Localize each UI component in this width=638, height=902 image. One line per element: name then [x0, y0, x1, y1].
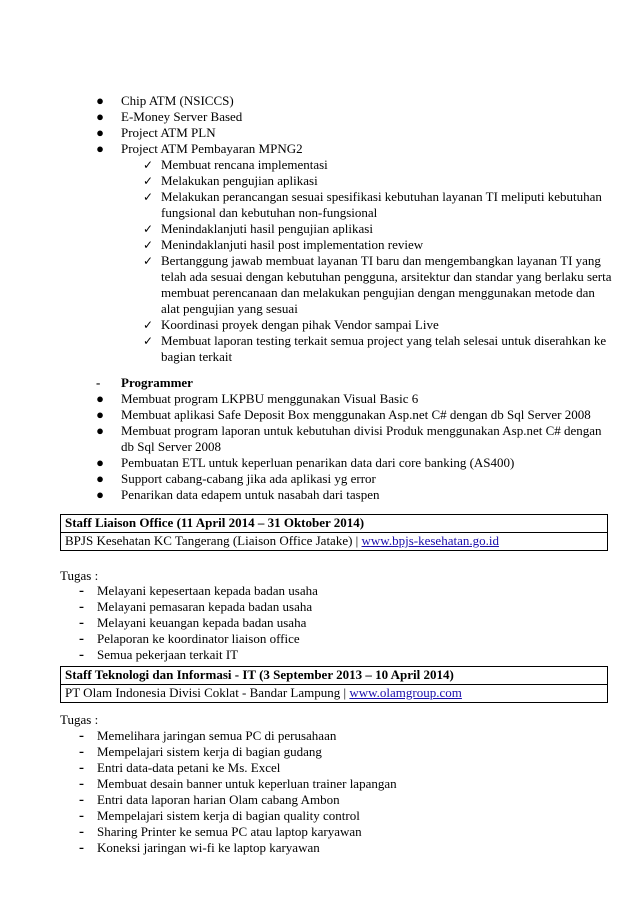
programmer-item: Membuat program LKPBU menggunakan Visual Basic 6 — [121, 391, 419, 406]
task-item-continued: bagian terkait — [161, 349, 233, 364]
task-item: Bertanggung jawab membuat layanan TI baru dan mengembangkan layanan TI yang — [161, 253, 601, 268]
task-item: Pelaporan ke koordinator liaison office — [97, 631, 300, 646]
task-item: Mempelajari sistem kerja di bagian quality control — [97, 808, 360, 823]
bullet-icon: ● — [96, 471, 104, 486]
job-header-liaison — [60, 514, 608, 551]
project-item: Project ATM PLN — [121, 125, 216, 140]
checkmark-icon: ✓ — [143, 238, 154, 252]
dash-icon: - — [79, 744, 84, 760]
task-item: Koneksi jaringan wi-fi ke laptop karyawan — [97, 840, 320, 855]
bullet-icon: ● — [96, 423, 104, 438]
company-name: PT Olam Indonesia Divisi Coklat - Bandar Lampung | — [65, 685, 350, 700]
task-item-continued: fungsional dan kebutuhan non-fungsional — [161, 205, 378, 220]
task-item: Menindaklanjuti hasil pengujian aplikasi — [161, 221, 373, 236]
company-name: BPJS Kesehatan KC Tangerang (Liaison Office Jatake) | — [65, 533, 362, 548]
job-title: Staff Liaison Office (11 April 2014 – 31 Oktober 2014) — [61, 515, 607, 533]
programmer-item: Penarikan data edapem untuk nasabah dari taspen — [121, 487, 380, 502]
bullet-icon: ● — [96, 141, 104, 156]
task-item-continued: membuat perencanaan dan melakukan pengujian dengan menggunakan metode dan — [161, 285, 595, 300]
dash-icon: - — [79, 840, 84, 856]
task-item: Entri data-data petani ke Ms. Excel — [97, 760, 281, 775]
task-item: Entri data laporan harian Olam cabang Ambon — [97, 792, 340, 807]
company-link[interactable]: www.bpjs-kesehatan.go.id — [361, 533, 499, 548]
task-item: Melakukan perancangan sesuai spesifikasi kebutuhan layanan TI meliputi kebutuhan — [161, 189, 602, 204]
dash-icon: - — [79, 615, 84, 631]
job-company — [61, 685, 607, 702]
bullet-icon: ● — [96, 391, 104, 406]
project-item: Project ATM Pembayaran MPNG2 — [121, 141, 303, 156]
job-title: Staff Teknologi dan Informasi - IT (3 September 2013 – 10 April 2014) — [61, 667, 607, 685]
bullet-icon: ● — [96, 487, 104, 502]
job-header-olam — [60, 666, 608, 703]
programmer-item: Pembuatan ETL untuk keperluan penarikan data dari core banking (AS400) — [121, 455, 515, 470]
project-item: E-Money Server Based — [121, 109, 243, 124]
checkmark-icon: ✓ — [143, 254, 154, 268]
job-company — [61, 533, 607, 550]
tugas-label: Tugas : — [60, 568, 99, 583]
task-item-continued: alat pengujian yang sesuai — [161, 301, 298, 316]
task-item: Melayani kepesertaan kepada badan usaha — [97, 583, 318, 598]
programmer-dash: - — [96, 375, 101, 390]
bullet-icon: ● — [96, 109, 104, 124]
bullet-icon: ● — [96, 125, 104, 140]
task-item: Sharing Printer ke semua PC atau laptop karyawan — [97, 824, 362, 839]
company-link[interactable]: www.olamgroup.com — [349, 685, 462, 700]
dash-icon: - — [79, 824, 84, 840]
task-item: Membuat desain banner untuk keperluan trainer lapangan — [97, 776, 397, 791]
checkmark-icon: ✓ — [143, 158, 154, 172]
programmer-item: Membuat aplikasi Safe Deposit Box menggunakan Asp.net C# dengan db Sql Server 2008 — [121, 407, 591, 422]
programmer-item-continued: db Sql Server 2008 — [121, 439, 222, 454]
dash-icon: - — [79, 728, 84, 744]
dash-icon: - — [79, 808, 84, 824]
checkmark-icon: ✓ — [143, 190, 154, 204]
project-item: Chip ATM (NSICCS) — [121, 93, 234, 108]
tugas-label: Tugas : — [60, 712, 99, 727]
task-item: Menindaklanjuti hasil post implementation review — [161, 237, 424, 252]
programmer-heading: Programmer — [121, 375, 193, 390]
task-item: Mempelajari sistem kerja di bagian gudang — [97, 744, 322, 759]
bullet-icon: ● — [96, 93, 104, 108]
dash-icon: - — [79, 647, 84, 663]
task-item: Membuat laporan testing terkait semua project yang telah selesai untuk diserahkan ke — [161, 333, 607, 348]
dash-icon: - — [79, 599, 84, 615]
checkmark-icon: ✓ — [143, 334, 154, 348]
task-item: Memelihara jaringan semua PC di perusahaan — [97, 728, 337, 743]
programmer-item: Support cabang-cabang jika ada aplikasi yg error — [121, 471, 376, 486]
task-item: Melayani pemasaran kepada badan usaha — [97, 599, 313, 614]
dash-icon: - — [79, 631, 84, 647]
bullet-icon: ● — [96, 455, 104, 470]
checkmark-icon: ✓ — [143, 318, 154, 332]
task-item: Semua pekerjaan terkait IT — [97, 647, 239, 662]
task-item: Koordinasi proyek dengan pihak Vendor sampai Live — [161, 317, 439, 332]
bullet-icon: ● — [96, 407, 104, 422]
dash-icon: - — [79, 792, 84, 808]
dash-icon: - — [79, 760, 84, 776]
dash-icon: - — [79, 583, 84, 599]
task-item: Melakukan pengujian aplikasi — [161, 173, 318, 188]
dash-icon: - — [79, 776, 84, 792]
task-item-continued: telah ada sesuai dengan kebutuhan pengguna, arsitektur dan standar yang berlaku serta — [161, 269, 612, 284]
programmer-item: Membuat program laporan untuk kebutuhan divisi Produk menggunakan Asp.net C# dengan — [121, 423, 602, 438]
checkmark-icon: ✓ — [143, 174, 154, 188]
checkmark-icon: ✓ — [143, 222, 154, 236]
task-item: Membuat rencana implementasi — [161, 157, 328, 172]
task-item: Melayani keuangan kepada badan usaha — [97, 615, 307, 630]
